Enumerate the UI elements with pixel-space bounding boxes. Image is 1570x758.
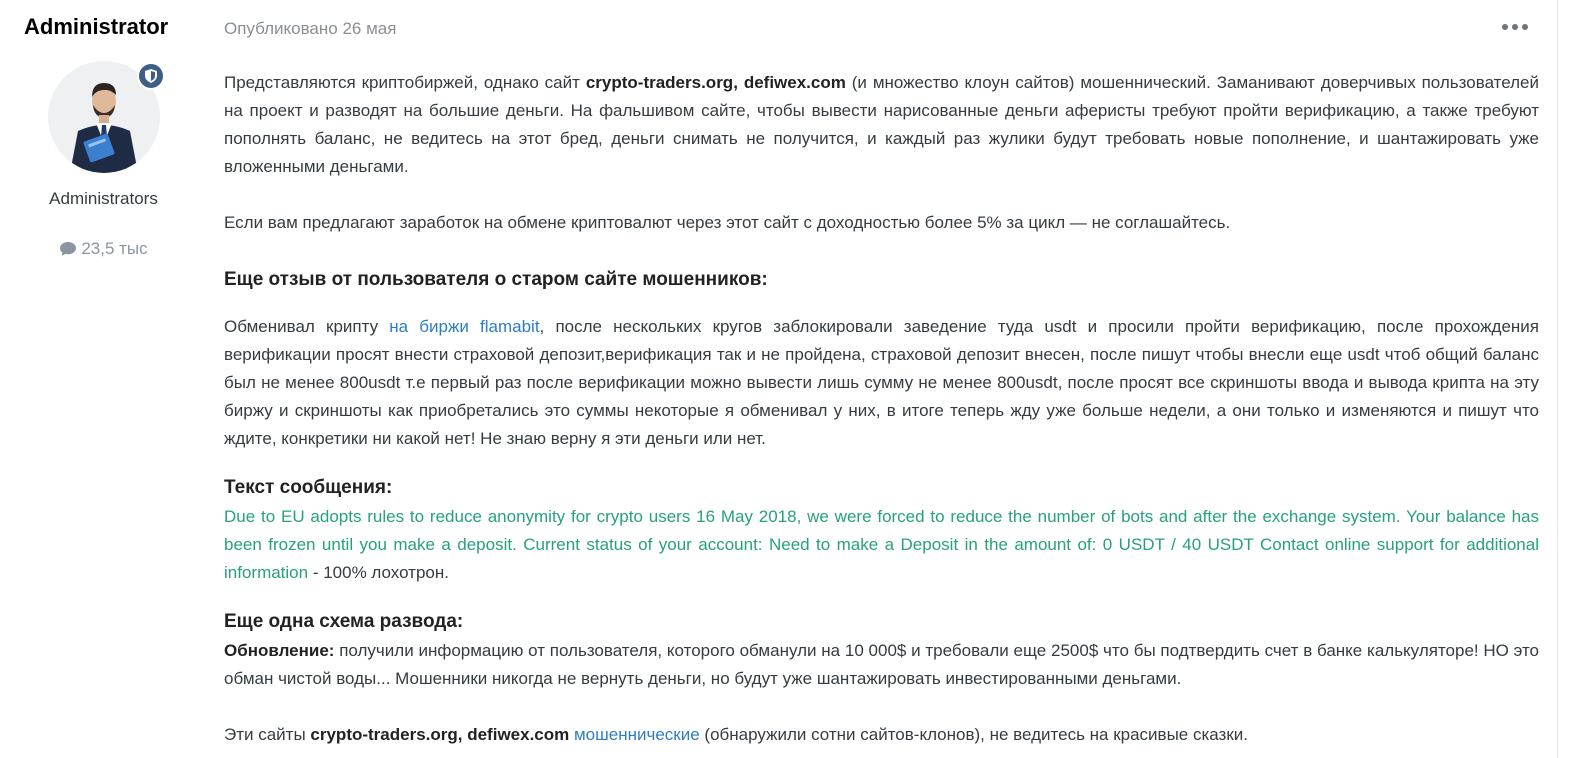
paragraph-message: Due to EU adopts rules to reduce anonymity for crypto users 16 May 2018, we were forced to reduce the number of bots and after the exchange system. Your balance has been frozen until you make a deposit. Current status of your account: Need to make a Deposit in the amount of: 0 USDT / 40 USDT Contact online support for additional information - 100% лохотрон.	[224, 507, 1539, 582]
heading-review: Еще отзыв от пользователя о старом сайте мошенников:	[224, 269, 768, 290]
paragraph-intro: Представляются криптобиржей, однако сайт crypto-traders.org, defiwex.com (и множество клоун сайтов) мошеннический. Заманивают доверчивых пользователей на проект и разводят на большие деньги. На фальшивом сайте, чтобы вывести нарисованные деньги аферисты требуют пройти верификацию, а также требуют пополнять баланс, не ведитесь на этот бред, деньги снимать не получится, и каждый раз жулики будут требовать новые пополнение, и шантажировать уже вложенными деньгами.	[224, 73, 1540, 176]
post-count-value: 23,5 тыс	[81, 239, 148, 258]
author-post-count	[0, 239, 207, 259]
moderator-badge	[137, 62, 165, 90]
update-label: Обновление:	[224, 641, 335, 660]
more-dot-icon	[1502, 24, 1508, 30]
right-border	[1557, 0, 1558, 758]
fraud-link[interactable]: мошеннические	[573, 725, 700, 744]
heading-scheme: Еще одна схема развода:	[224, 611, 464, 632]
post-menu-button[interactable]	[1502, 15, 1528, 39]
shield-icon	[145, 69, 157, 83]
comment-icon	[59, 241, 77, 257]
scam-message-text: Due to EU adopts rules to reduce anonymity for crypto users 16 May 2018, we were forced to reduce the number of bots and after the exchange system. Your balance has been frozen until you make a deposit. Current status of your account: Need to make a Deposit in the amount of: 0 USDT / 40 USDT Contact online support for additional information	[224, 507, 1539, 582]
scam-sites: crypto-traders.org, defiwex.com	[585, 73, 846, 92]
author-name[interactable]: Administrator	[24, 14, 169, 39]
paragraph-warning: Если вам предлагают заработок на обмене криптовалют через этот сайт с доходностью более 5% за цикл — не соглашайтесь.	[224, 213, 1231, 232]
more-dot-icon	[1522, 24, 1528, 30]
author-group: Administrators	[49, 189, 158, 208]
avatar-wrap[interactable]	[48, 61, 160, 173]
paragraph-conclusion: Эти сайты crypto-traders.org, defiwex.com мошеннические (обнаружили сотни сайтов-клонов), не ведитесь на красивые сказки.	[224, 725, 1249, 744]
paragraph-update: Обновление: получили информацию от пользователя, которого обманули на 10 000$ и требовали еще 2500$ что бы подтвердить счет в банке калькуляторе! НО это обман чистой воды... Мошенники никогда не вернуть деньги, но будут уже шантажировать инвестированными деньгами.	[224, 641, 1539, 688]
more-dot-icon	[1512, 24, 1518, 30]
scam-sites-final: crypto-traders.org, defiwex.com	[310, 725, 570, 744]
heading-message: Текст сообщения:	[224, 477, 393, 498]
post-content	[224, 69, 1539, 749]
paragraph-review: Обменивал крипту на биржи flamabit, после нескольких кругов заблокировали заведение туда usdt и просили пройти верификацию, после прохождения верификации просят внести страховой депозит,верификация так и не пройдена, страховой депозит внесен, после пишут чтобы внесли еще usdt чтоб общий баланс был не менее 800usdt т.е первый раз после верификации можно вывести лишь сумму не менее 800usdt, после просят все скриншоты ввода и вывода крипта на эту биржу и скриншоты как приобретались это суммы некоторые я обменивал у них, в итоге теперь жду уже больше недели, а они только и изменяются и пишут что ждите, конкретики ни какой нет! Не знаю верну я эти деньги или нет.	[224, 317, 1539, 448]
post-date[interactable]: Опубликовано 26 мая	[224, 19, 397, 38]
flamabit-link[interactable]: на биржи flamabit	[389, 317, 540, 336]
